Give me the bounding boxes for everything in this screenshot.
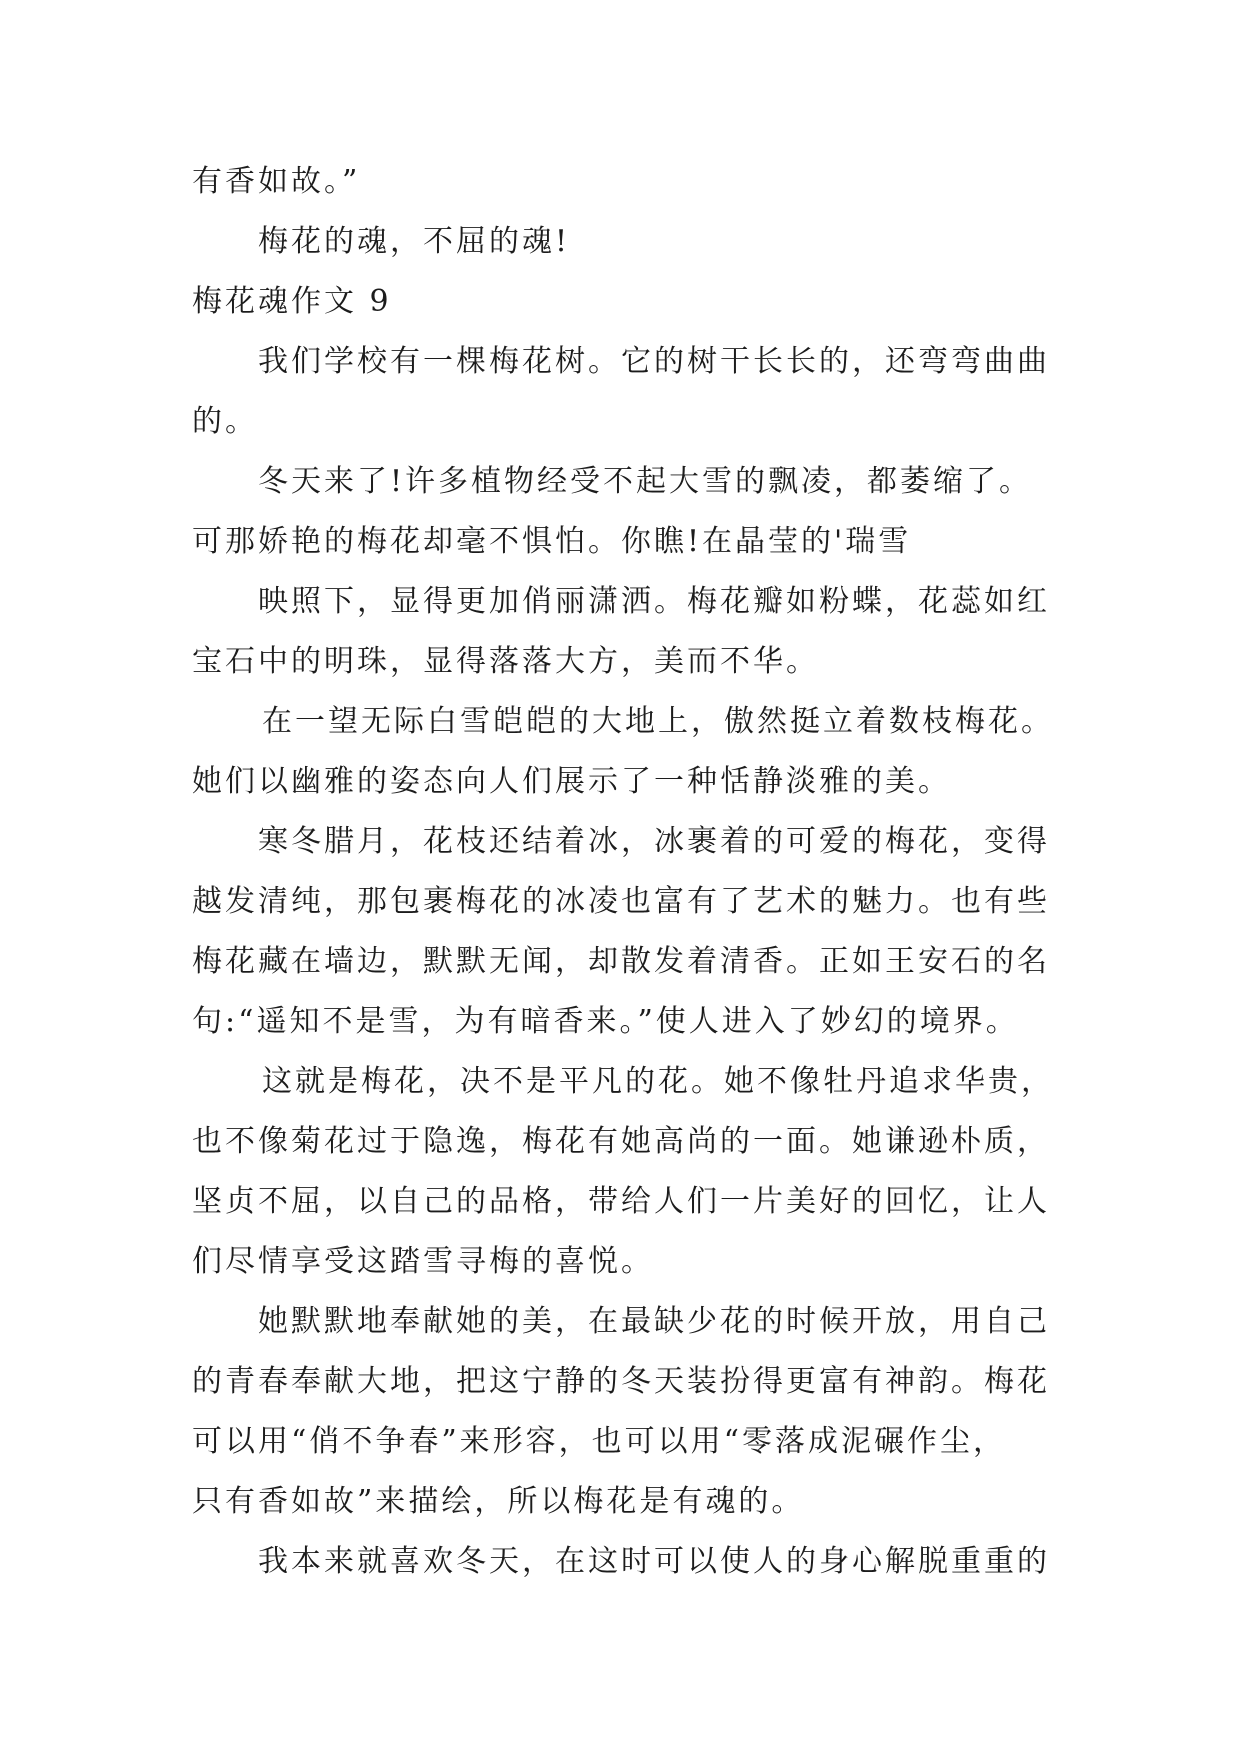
text-line: 我本来就喜欢冬天，在这时可以使人的身心解脱重重的 (258, 1544, 1050, 1579)
text-line: 们尽情享受这踏雪寻梅的喜悦。 (192, 1244, 654, 1279)
text-line: 句:“遥知不是雪，为有暗香来。”使人进入了妙幻的境界。 (192, 1004, 1019, 1039)
text-line: 在一望无际白雪皑皑的大地上，傲然挺立着数枝梅花。 (262, 704, 1054, 739)
section-heading: 梅花魂作文 9 (192, 284, 392, 319)
text-line: 越发清纯，那包裹梅花的冰凌也富有了艺术的魅力。也有些 (192, 884, 1050, 919)
text-line: 寒冬腊月，花枝还结着冰，冰裹着的可爱的梅花，变得 (258, 824, 1050, 859)
text-line: 映照下，显得更加俏丽潇洒。梅花瓣如粉蝶，花蕊如红 (258, 584, 1050, 619)
text-line: 可以用“俏不争春”来形容，也可以用“零落成泥碾作尘， (192, 1424, 1007, 1459)
text-line: 梅花藏在墙边，默默无闻，却散发着清香。正如王安石的名 (192, 944, 1050, 979)
text-line: 冬天来了!许多植物经受不起大雪的飘凌，都萎缩了。 (258, 464, 1033, 499)
text-line: 坚贞不屈，以自己的品格，带给人们一片美好的回忆，让人 (192, 1184, 1050, 1219)
text-line: 她们以幽雅的姿态向人们展示了一种恬静淡雅的美。 (192, 764, 951, 799)
text-line: 这就是梅花，决不是平凡的花。她不像牡丹追求华贵， (262, 1064, 1054, 1099)
text-line: 我们学校有一棵梅花树。它的树干长长的，还弯弯曲曲 (258, 344, 1050, 379)
text-line: 只有香如故”来描绘，所以梅花是有魂的。 (192, 1484, 805, 1519)
text-line: 可那娇艳的梅花却毫不惧怕。你瞧!在晶莹的'瑞雪 (192, 524, 912, 559)
text-line: 她默默地奉献她的美，在最缺少花的时候开放，用自己 (258, 1304, 1050, 1339)
text-line: 宝石中的明珠，显得落落大方，美而不华。 (192, 644, 819, 679)
text-line: 梅花的魂，不屈的魂! (258, 224, 571, 259)
text-line: 有香如故。” (192, 164, 361, 199)
text-line: 的青春奉献大地，把这宁静的冬天装扮得更富有神韵。梅花 (192, 1364, 1050, 1399)
text-line: 也不像菊花过于隐逸，梅花有她高尚的一面。她谦逊朴质， (192, 1124, 1050, 1159)
text-line: 的。 (192, 404, 258, 439)
